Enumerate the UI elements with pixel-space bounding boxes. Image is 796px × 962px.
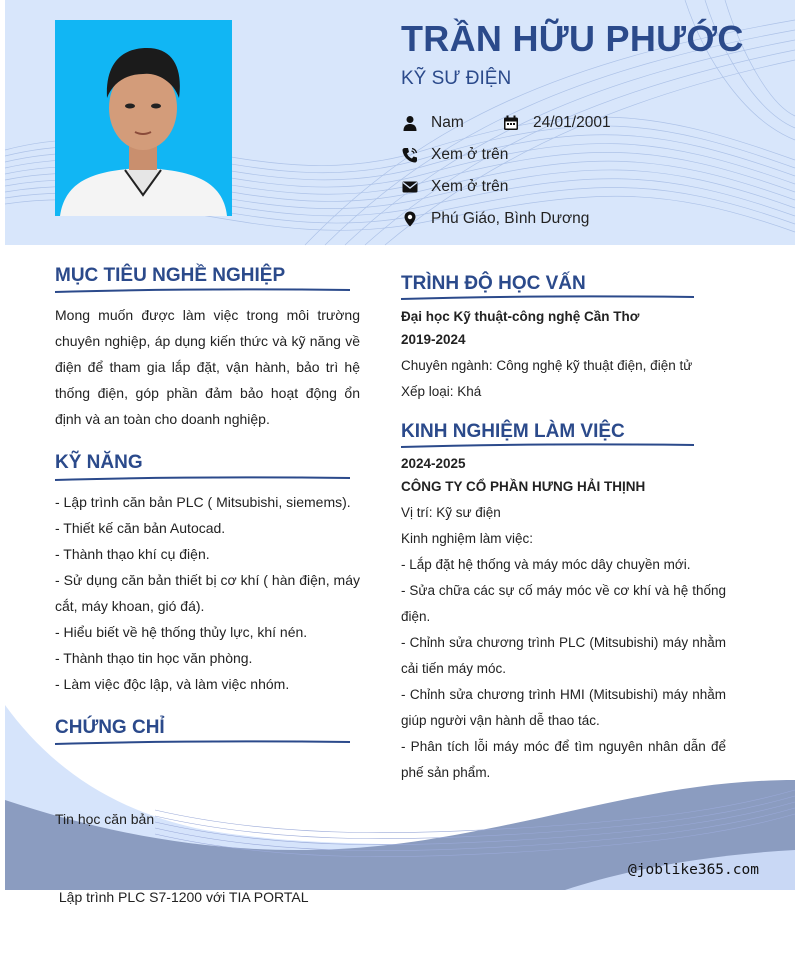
skills-underline (55, 476, 350, 482)
gender-value: Nam (431, 114, 464, 131)
objective-text: Mong muốn được làm việc trong môi trường chuyên nghiệp, áp dụng kiến thức và kỹ năng về điện để tham gia lắp đặt, vận hành, bảo trì hệ thống điện, góp phần đảm bảo hoạt động ổn định và an toàn cho doanh nghiệp. (55, 307, 360, 427)
phone-icon (401, 146, 419, 164)
education-title: TRÌNH ĐỘ HỌC VẤN (401, 273, 586, 294)
map-pin-icon (401, 210, 419, 228)
objective-title: MỤC TIÊU NGHỀ NGHIỆP (55, 265, 286, 286)
experience-period: 2024-2025 (401, 456, 466, 471)
objective-underline (55, 288, 350, 294)
experience-item: - Chỉnh sửa chương trình HMI (Mitsubishi) máy nhằm giúp người vận hành dễ thao tác. (401, 687, 726, 728)
birthdate-value: 24/01/2001 (533, 114, 611, 131)
experience-item: - Phân tích lỗi máy móc để tìm nguyên nhân dẫn để phế sản phẩm. (401, 739, 726, 780)
portrait-illustration (55, 20, 232, 216)
calendar-icon (502, 114, 520, 132)
education-underline (401, 295, 694, 301)
email-value: Xem ở trên (431, 178, 509, 195)
gender-row (401, 112, 464, 134)
phone-value: Xem ở trên (431, 146, 509, 163)
profile-photo (55, 20, 232, 216)
experience-list (401, 552, 726, 786)
watermark-handle: @joblike365.com (628, 862, 759, 878)
experience-item: - Lắp đặt hệ thống và máy móc dây chuyền mới. (401, 557, 691, 572)
skill-item: - Làm việc độc lập, và làm việc nhóm. (55, 676, 290, 692)
certificate-item: Tin học căn bản (55, 811, 155, 827)
certificate-item: Lập trình PLC S7-1200 với TIA PORTAL (55, 889, 309, 905)
experience-underline (401, 443, 694, 449)
education-major: Chuyên ngành: Công nghệ kỹ thuật điện, điện tử (401, 358, 693, 373)
experience-title: KINH NGHIỆM LÀM VIỆC (401, 421, 625, 442)
school-name: Đại học Kỹ thuật-công nghệ Cần Thơ (401, 309, 640, 324)
experience-item: - Sửa chữa các sự cố máy móc về cơ khí và hệ thống điện. (401, 583, 726, 624)
company-name: CÔNG TY CỔ PHẦN HƯNG HẢI THỊNH (401, 479, 646, 494)
education-block (401, 305, 726, 405)
skill-item: - Thiết kế căn bản Autocad. (55, 520, 226, 536)
experience-intro: Kinh nghiệm làm việc: (401, 531, 534, 546)
job-title: KỸ SƯ ĐIỆN (401, 68, 512, 89)
skill-item: - Lập trình căn bản PLC ( Mitsubishi, siemems). (55, 494, 351, 510)
certificates-title: CHỨNG CHỈ (55, 717, 165, 738)
birthdate-row (502, 112, 611, 134)
experience-block (401, 452, 726, 786)
email-row (401, 176, 508, 198)
skill-item: - Thành thạo khí cụ điện. (55, 546, 210, 562)
phone-row (401, 144, 508, 166)
education-grade: Xếp loại: Khá (401, 384, 482, 399)
certificates-list (55, 754, 360, 962)
address-value: Phú Giáo, Bình Dương (431, 210, 590, 227)
envelope-icon (401, 178, 419, 196)
skill-item: - Thành thạo tin học văn phòng. (55, 650, 253, 666)
certificates-underline (55, 740, 350, 746)
skill-item: - Hiểu biết về hệ thống thủy lực, khí nén. (55, 624, 308, 640)
skills-list (55, 489, 360, 697)
user-icon (401, 114, 419, 132)
experience-position: Vị trí: Kỹ sư điện (401, 505, 501, 520)
experience-item: - Chỉnh sửa chương trình PLC (Mitsubishi) máy nhằm cải tiến máy móc. (401, 635, 726, 676)
candidate-name: TRẦN HỮU PHƯỚC (401, 18, 744, 59)
education-period: 2019-2024 (401, 332, 466, 347)
address-row (401, 208, 589, 230)
skills-title: KỸ NĂNG (55, 452, 143, 473)
skill-item: - Sử dụng căn bản thiết bị cơ khí ( hàn điện, máy cắt, máy khoan, gió đá). (55, 572, 360, 614)
